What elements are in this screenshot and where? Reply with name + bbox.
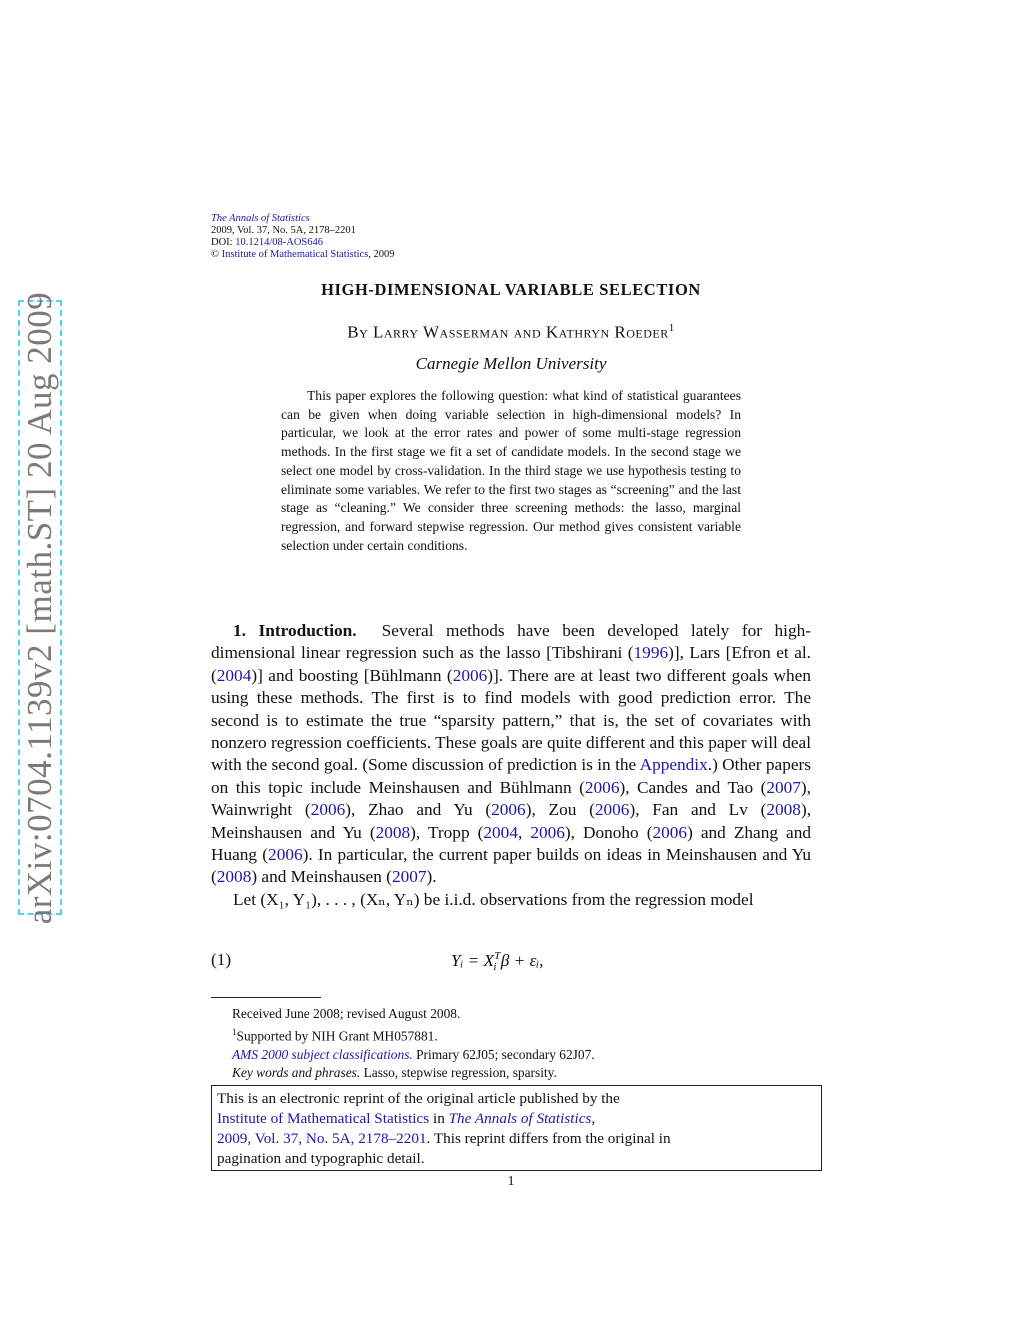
- reprint-publisher-link[interactable]: Institute of Mathematical Statistics: [217, 1110, 430, 1127]
- intro-paragraph: 1. Introduction. Several methods have been developed lately for high-dimensional linear regression such as the lasso [Tibshirani (1996)], Lars [Efron et al. (2004)] and boosting [Bühlmann (2006)]. There are at least two different goals when using these methods. The first is to find models with good prediction error. The second is to estimate the true “sparsity pattern,” that is, the set of covariates with nonzero regression coefficients. These goals are quite different and this paper will deal with the second goal. (Some discussion of prediction is in the Appendix.) Other papers on this topic include Meinshausen and Bühlmann (2006), Candes and Tao (2007), Wainwright (2006), Zhao and Yu (2006), Zou (2006), Fan and Lv (2008), Meinshausen and Yu (2008), Tropp (2004, 2006), Donoho (2006) and Zhang and Huang (2006). In particular, the current paper builds on ideas in Meinshausen and Yu (2008) and Meinshausen (2007).: [211, 621, 812, 887]
- reprint-journal-link[interactable]: The Annals of Statistics: [448, 1110, 592, 1127]
- keywords: Key words and phrases. Lasso, stepwise regression, sparsity.: [232, 1065, 557, 1081]
- section-title: Introduction.: [258, 621, 357, 640]
- main-text: [211, 620, 811, 911]
- affiliation: Carnegie Mellon University: [415, 354, 607, 373]
- author-names: By Larry Wasserman and Kathryn Roeder: [347, 322, 669, 342]
- arxiv-side-identifier: [18, 291, 62, 924]
- citation-link[interactable]: 2006: [594, 800, 630, 820]
- citation-link[interactable]: 2006: [491, 800, 526, 820]
- section-number: 1.: [233, 621, 246, 640]
- footnotes: [211, 1005, 811, 1082]
- citation-link[interactable]: 2006: [310, 800, 346, 820]
- paper-title: HIGH-DIMENSIONAL VARIABLE SELECTION: [321, 280, 701, 299]
- equation-number: (1): [211, 950, 232, 969]
- footnote-rule: [211, 997, 321, 998]
- doi-link[interactable]: 10.1214/08-AOS646: [235, 237, 324, 248]
- citation-link[interactable]: 2006: [530, 822, 565, 842]
- equation-body: Yᵢ = $X^T_i$ β + εᵢ,: [451, 950, 544, 974]
- reprint-citation-link[interactable]: 2009, Vol. 37, No. 5A, 2178–2201: [217, 1130, 427, 1147]
- author-footnote-mark: 1: [668, 322, 675, 334]
- arxiv-id-text: arXiv:0704.1139v2 [math.ST] 20 Aug 2009: [20, 291, 59, 924]
- citation-link[interactable]: 1996: [633, 643, 669, 663]
- reprint-notice: This is an electronic reprint of the original article published by the Institute of Mathematical Statistics in The Annals of Statistics, 2009, Vol. 37, No. 5A, 2178–2201. This reprint differs from the original in pagination and typographic detail.: [211, 1085, 822, 1171]
- doi-label: DOI:: [211, 237, 236, 248]
- received-dates: Received June 2008; revised August 2008.: [232, 1006, 461, 1021]
- ams-classification: AMS 2000 subject classifications. Primary 62J05; secondary 62J07.: [232, 1046, 595, 1062]
- page-number: 1: [507, 1174, 515, 1189]
- citation-link[interactable]: 2006: [584, 777, 620, 797]
- citation-link[interactable]: 2004: [216, 665, 252, 685]
- support-footnote: $^1$Supported by NIH Grant MH057881.: [232, 1027, 438, 1044]
- journal-name-link[interactable]: The Annals of Statistics: [211, 213, 310, 224]
- publisher-link[interactable]: Institute of Mathematical Statistics: [221, 249, 369, 260]
- appendix-link[interactable]: Appendix: [639, 755, 708, 775]
- abstract: This paper explores the following question: what kind of statistical guarantees can be given when doing variable selection in high-dimensional models? In particular, we look at the error rates and power of some multi-stage regression methods. In the first stage we fit a set of candidate models. In the second stage we select one model by cross-validation. In the third stage we use hypothesis testing to eliminate some variables. We refer to the first two stages as “screening” and the last stage as “cleaning.” We consider three screening methods: the lasso, marginal regression, and forward stepwise regression. Our method gives consistent variable selection under certain conditions.: [281, 388, 741, 553]
- citation-link[interactable]: 2008: [766, 800, 801, 820]
- citation-link[interactable]: 2006: [652, 822, 688, 842]
- citation-link[interactable]: 2004: [483, 822, 518, 842]
- citation-link[interactable]: 2008: [216, 867, 252, 887]
- citation-link[interactable]: 2007: [766, 777, 801, 797]
- citation-link[interactable]: 2007: [391, 867, 427, 887]
- paper-authors: [211, 322, 811, 343]
- journal-header: [211, 213, 395, 261]
- ams-link[interactable]: AMS 2000 subject classifications.: [232, 1046, 413, 1062]
- copyright-symbol: ©: [211, 249, 219, 260]
- equation-1: [211, 950, 811, 974]
- citation-link[interactable]: 2008: [375, 822, 411, 842]
- citation-link[interactable]: 2006: [452, 665, 488, 685]
- citation-link[interactable]: 2006: [268, 845, 303, 865]
- model-paragraph: Let (X₁, Y₁), . . . , (Xₙ, Yₙ) be i.i.d. observations from the regression model: [233, 889, 754, 909]
- journal-volume: 2009, Vol. 37, No. 5A, 2178–2201: [211, 225, 356, 236]
- copyright-year: , 2009: [368, 249, 395, 260]
